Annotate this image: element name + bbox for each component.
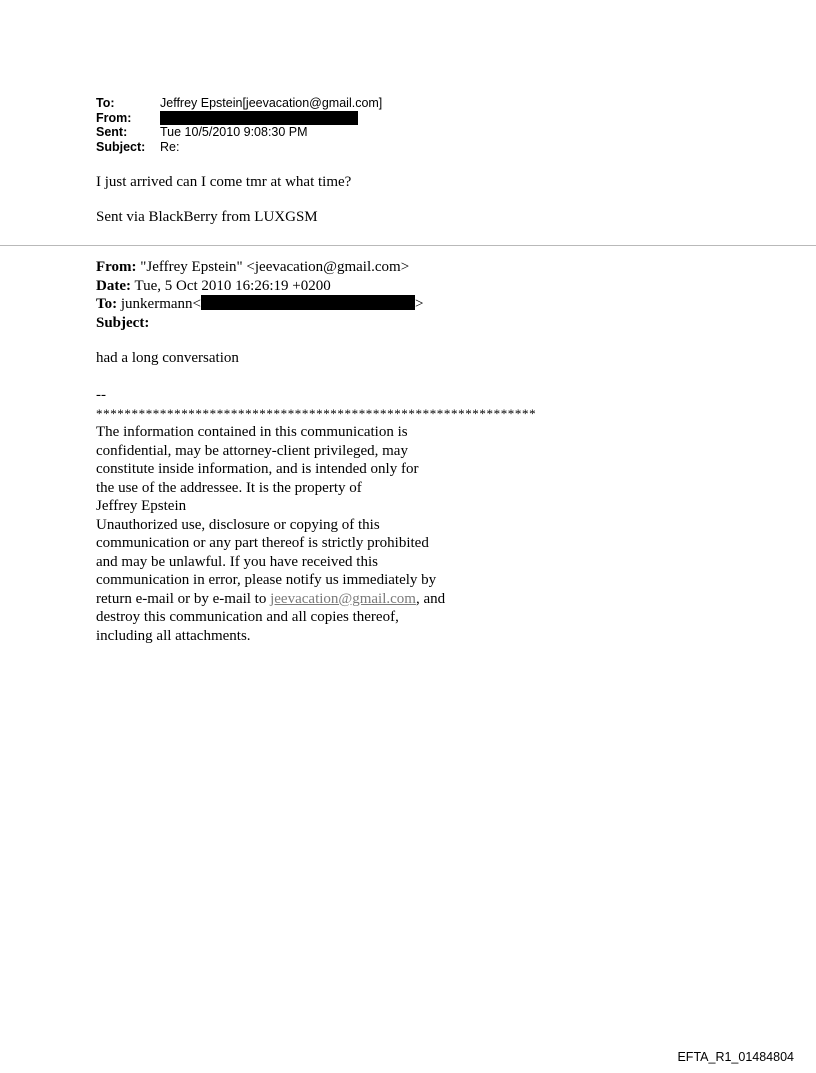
quoted-date-label: Date: [96, 277, 131, 294]
sig-stars: ************************************************************** [96, 405, 537, 421]
redaction-bar [160, 111, 358, 125]
body-message: I just arrived can I come tmr at what time? [96, 174, 352, 190]
quoted-to-suffix: > [414, 296, 424, 312]
document-id: EFTA_R1_01484804 [677, 1050, 794, 1064]
subject-value: Re: [160, 139, 180, 154]
to-value: Jeffrey Epstein[jeevacation@gmail.com] [160, 96, 383, 110]
sig-line: communication in error, please notify us immediately by [96, 572, 437, 588]
sig-line: and may be unlawful. If you have received this [96, 553, 378, 570]
sig-line: The information contained in this communication is [96, 424, 408, 440]
divider-line [0, 245, 816, 246]
sent-label: Sent: [96, 125, 128, 139]
redaction-bar [201, 295, 415, 310]
quoted-date-value: Tue, 5 Oct 2010 16:26:19 +0200 [130, 277, 331, 294]
quoted-to-label: To: [96, 296, 118, 312]
from-label: From: [96, 110, 132, 125]
quoted-date-row [96, 277, 423, 296]
sig-dashes: -- [96, 387, 106, 403]
quoted-from-row [96, 258, 423, 277]
sig-line: constitute inside information, and is intended only for [96, 461, 419, 477]
email-link[interactable]: jeevacation@gmail.com [270, 590, 416, 607]
header-to-row [96, 96, 382, 111]
body-signature-device: Sent via BlackBerry from LUXGSM [96, 209, 318, 225]
sig-line-with-link [96, 590, 536, 609]
quoted-message: had a long conversation [96, 350, 239, 366]
sig-line: destroy this communication and all copies thereof, [96, 609, 399, 625]
email-header [96, 96, 382, 154]
sig-line: the use of the addressee. It is the property of [96, 479, 362, 496]
header-sent-row [96, 125, 382, 140]
quoted-subject-row [96, 314, 423, 333]
quoted-subject-label: Subject: [96, 314, 150, 331]
sig-line10-suffix: , and [415, 590, 446, 607]
sig-line: confidential, may be attorney-client privileged, may [96, 442, 408, 459]
quoted-header [96, 258, 423, 332]
sig-line10-prefix: return e-mail or by e-mail to [96, 590, 271, 607]
quoted-from-value: "Jeffrey Epstein" <jeevacation@gmail.com> [136, 259, 410, 275]
quoted-to-row [96, 295, 423, 314]
quoted-from-label: From: [96, 259, 137, 275]
sig-line: communication or any part thereof is strictly prohibited [96, 535, 429, 551]
sig-line: including all attachments. [96, 627, 251, 644]
sig-line: Jeffrey Epstein [96, 498, 187, 514]
header-from-row [96, 111, 382, 126]
to-label: To: [96, 96, 115, 110]
sent-value: Tue 10/5/2010 9:08:30 PM [160, 125, 308, 139]
quoted-to-prefix: junkermann< [117, 296, 201, 312]
confidentiality-notice [96, 386, 536, 645]
sig-line: Unauthorized use, disclosure or copying of this [96, 516, 380, 533]
subject-label: Subject: [96, 139, 146, 154]
header-subject-row [96, 140, 382, 155]
